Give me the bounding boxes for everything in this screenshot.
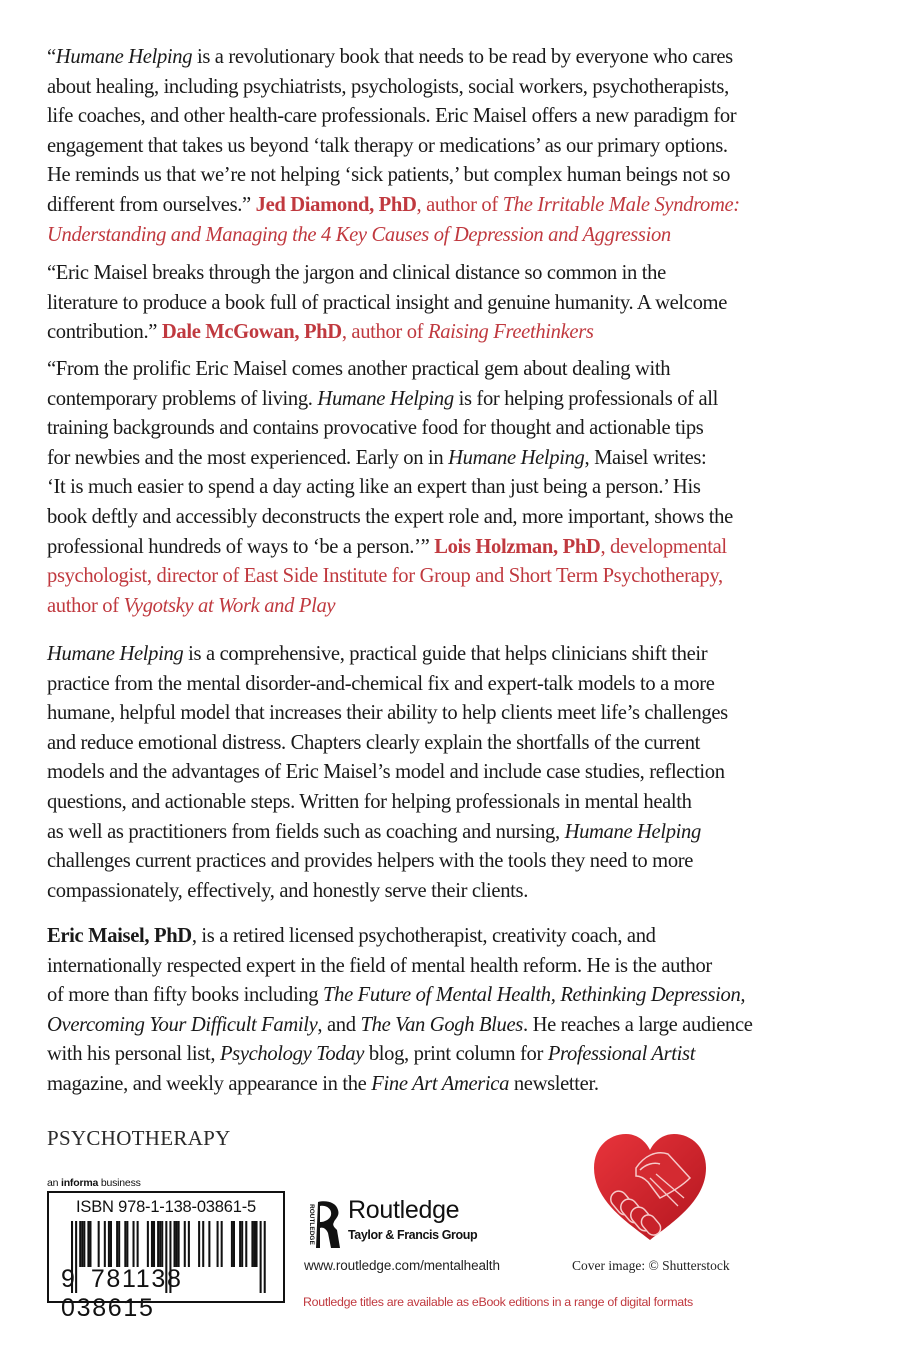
text-line	[47, 102, 867, 132]
text-run: , Maisel writes:	[584, 446, 707, 469]
attribution-detail: Raising Freethinkers	[427, 321, 594, 344]
barcode-bar	[202, 1221, 204, 1267]
text-run: “Eric Maisel breaks through the jargon and clinical distance so common in the	[47, 262, 666, 284]
text-line	[47, 670, 867, 700]
text-run: internationally respected expert in the field of mental health reform. He is the author	[47, 954, 712, 977]
text-line	[47, 640, 867, 670]
barcode-bar	[98, 1221, 100, 1267]
text-run: Psychology Today	[219, 1043, 365, 1066]
informa-tagline	[47, 1177, 141, 1189]
text-line	[47, 1070, 867, 1100]
text-run: He reminds us that we’re not helping ‘sick patients,’ but complex human beings not so	[47, 164, 731, 187]
text-run: with his personal list,	[47, 1043, 220, 1066]
text-line	[47, 1040, 867, 1070]
barcode-bar	[81, 1221, 83, 1267]
text-run: literature to produce a book full of practical insight and genuine humanity. A welcome	[47, 291, 727, 314]
text-run: compassionately, effectively, and honestly serve their clients.	[47, 879, 528, 902]
attribution-detail: Vygotsky at Work and Play	[123, 594, 336, 617]
text-run: humane, helpful model that increases their ability to help clients meet life’s challenges	[47, 702, 728, 725]
text-run: Fine Art America	[371, 1072, 510, 1095]
text-run: models and the advantages of Eric Maisel’s model and include case studies, reflection	[47, 761, 725, 784]
barcode-bar	[133, 1221, 135, 1267]
informa-prefix: an	[47, 1177, 61, 1189]
informa-suffix: business	[98, 1177, 141, 1189]
barcode-bar	[157, 1221, 159, 1267]
text-line	[47, 699, 867, 729]
ean-digit-group: 781138	[90, 1265, 197, 1293]
text-line	[47, 473, 867, 503]
text-run: contemporary problems of living.	[47, 387, 318, 410]
barcode-bar	[251, 1221, 253, 1267]
author-bio	[47, 922, 867, 1100]
barcode-bar	[79, 1221, 81, 1267]
barcode-bar	[208, 1221, 210, 1267]
text-run: about healing, including psychiatrists, psychologists, social workers, psychotherapists,	[47, 75, 729, 98]
attribution-detail: author of	[47, 594, 124, 617]
attribution-detail: psychologist, director of East Side Institute for Group and Short Term Psychotherapy,	[47, 565, 723, 588]
text-line	[47, 444, 867, 474]
text-run: training backgrounds and contains provocative food for thought and actionable tips	[47, 417, 704, 440]
text-line	[47, 922, 867, 952]
book-description	[47, 640, 867, 906]
text-line	[47, 981, 867, 1011]
ean-digit-group: 9	[61, 1265, 91, 1293]
text-line	[47, 259, 867, 289]
barcode-bar	[188, 1221, 190, 1267]
text-run: The Future of Mental Health, Rethinking Depression,	[323, 984, 746, 1007]
text-run: is for helping professionals of all	[453, 387, 719, 410]
barcode-bar	[83, 1221, 85, 1267]
text-line	[47, 847, 867, 877]
barcode-bar	[245, 1221, 247, 1267]
endorsement-lois-holzman	[47, 355, 867, 621]
text-run: Professional Artist	[547, 1043, 696, 1066]
isbn-barcode	[47, 1191, 285, 1322]
text-run: book deftly and accessibly deconstructs the expert role and, more important, shows the	[47, 505, 733, 528]
text-run: The Van Gogh Blues	[360, 1013, 523, 1036]
attribution-detail: The Irritable Male Syndrome:	[502, 193, 740, 216]
publisher-name: Routledge	[348, 1196, 460, 1224]
text-line	[47, 788, 867, 818]
text-line	[47, 1011, 867, 1041]
text-line	[47, 355, 867, 385]
text-run: as well as practitioners from fields such as coaching and nursing,	[47, 820, 565, 843]
cover-image-credit: Cover image: © Shutterstock	[572, 1258, 730, 1273]
text-run: “From the prolific Eric Maisel comes another practical gem about dealing with	[47, 358, 671, 380]
text-run: magazine, and weekly appearance in the	[47, 1072, 372, 1095]
barcode-bar	[176, 1221, 178, 1267]
text-run: ‘It is much easier to spend a day acting like an expert than just being a person.’ His	[47, 476, 701, 499]
attribution-name: Lois Holzman, PhD	[434, 535, 601, 558]
text-line	[47, 289, 867, 319]
barcode-bar	[116, 1221, 118, 1267]
text-run: , and	[317, 1013, 361, 1036]
attribution-detail: , developmental	[600, 535, 727, 558]
barcode-bar	[87, 1221, 89, 1267]
text-line	[47, 952, 867, 982]
text-line	[47, 877, 867, 907]
heart-handshake-icon	[590, 1128, 710, 1246]
text-line	[47, 592, 867, 622]
barcode-bar	[161, 1221, 163, 1267]
text-run: challenges current practices and provides helpers with the tools they need to more	[47, 850, 694, 873]
text-run: Humane Helping	[564, 820, 701, 843]
barcode-bar	[233, 1221, 235, 1267]
barcode-bar	[241, 1221, 243, 1267]
text-line	[47, 414, 867, 444]
text-run: Humane Helping	[448, 446, 585, 469]
ean-digits	[61, 1265, 283, 1323]
text-line	[47, 562, 867, 592]
text-line	[47, 818, 867, 848]
text-run: , is a retired licensed psychotherapist, creativity coach, and	[191, 925, 656, 947]
barcode-bar	[126, 1221, 128, 1267]
text-run: Humane Helping	[317, 387, 454, 410]
text-run: is a revolutionary book that needs to be read by everyone who cares	[192, 46, 733, 68]
text-line	[47, 43, 867, 73]
text-line	[47, 191, 867, 221]
barcode-bar	[147, 1221, 149, 1267]
text-run: . He reaches a large audience	[522, 1013, 753, 1036]
attribution-name: Dale McGowan, PhD	[161, 321, 342, 344]
text-run: newsletter.	[509, 1072, 599, 1095]
routledge-logo-icon	[304, 1200, 344, 1250]
routledge-vertical-wordmark: ROUTLEDGE	[308, 1204, 315, 1245]
barcode-bar	[159, 1221, 161, 1267]
text-run: engagement that takes us beyond ‘talk therapy or medications’ as our primary options.	[47, 134, 728, 157]
text-run: life coaches, and other health-care professionals. Eric Maisel offers a new paradigm for	[47, 105, 737, 128]
text-run: practice from the mental disorder-and-chemical fix and expert-talk models to a more	[47, 672, 715, 695]
isbn-label: ISBN 978-1-138-03861-5	[76, 1198, 256, 1216]
text-run: blog, print column for	[364, 1043, 548, 1066]
text-line	[47, 318, 867, 348]
barcode-bar	[239, 1221, 241, 1267]
text-line	[47, 73, 867, 103]
barcode-bar	[89, 1221, 91, 1267]
text-line	[47, 533, 867, 563]
barcode-bar	[221, 1221, 223, 1267]
barcode-bar	[198, 1221, 200, 1267]
barcode-bar	[217, 1221, 219, 1267]
text-run: different from ourselves.”	[47, 193, 256, 216]
ean-digit-group: 038615	[61, 1294, 155, 1322]
barcode-bar	[118, 1221, 120, 1267]
text-run: for newbies and the most experienced. Early on in	[47, 446, 449, 469]
text-run: Humane Helping	[55, 46, 193, 68]
barcode-bar	[153, 1221, 155, 1267]
endorsement-jed-diamond	[47, 43, 867, 250]
barcode-bar	[108, 1221, 110, 1267]
publisher-group: Taylor & Francis Group	[348, 1228, 478, 1242]
text-run: Humane Helping	[47, 643, 184, 665]
text-run: Overcoming Your Difficult Family	[47, 1013, 318, 1036]
text-run: and reduce emotional distress. Chapters clearly explain the shortfalls of the current	[47, 731, 701, 754]
barcode-bar	[178, 1221, 180, 1267]
publisher-url[interactable]: www.routledge.com/mentalhealth	[304, 1258, 500, 1273]
barcode-bar	[137, 1221, 139, 1267]
text-line	[47, 161, 867, 191]
text-run: contribution.”	[47, 321, 162, 344]
subject-category: PSYCHOTHERAPY	[47, 1126, 231, 1150]
text-line	[47, 132, 867, 162]
barcode-bar	[253, 1221, 255, 1267]
attribution-detail: , author of	[341, 321, 428, 344]
ebook-availability-note: Routledge titles are available as eBook editions in a range of digital formats	[303, 1295, 693, 1309]
text-run: of more than fifty books including	[47, 984, 324, 1007]
author-name: Eric Maisel, PhD	[47, 925, 192, 947]
text-run: “	[47, 46, 56, 68]
barcode-bar	[104, 1221, 106, 1267]
text-line	[47, 385, 867, 415]
text-run: professional hundreds of ways to ‘be a person.’”	[47, 535, 435, 558]
text-run: questions, and actionable steps. Written for helping professionals in mental health	[47, 790, 692, 813]
barcode-bar	[151, 1221, 153, 1267]
barcode-bar	[124, 1221, 126, 1267]
attribution-name: Jed Diamond, PhD	[255, 193, 417, 216]
attribution-detail: , author of	[416, 193, 503, 216]
barcode-bar	[231, 1221, 233, 1267]
informa-brand: informa	[61, 1177, 99, 1189]
text-line	[47, 221, 867, 251]
barcode-bar	[174, 1221, 176, 1267]
text-run: is a comprehensive, practical guide that helps clinicians shift their	[183, 643, 708, 665]
text-line	[47, 503, 867, 533]
barcode-bar	[110, 1221, 112, 1267]
text-line	[47, 729, 867, 759]
text-line	[47, 758, 867, 788]
endorsement-dale-mcgowan	[47, 259, 867, 348]
barcode-bar	[184, 1221, 186, 1267]
barcode-bar	[256, 1221, 258, 1267]
attribution-detail: Understanding and Managing the 4 Key Causes of Depression and Aggression	[47, 223, 671, 246]
